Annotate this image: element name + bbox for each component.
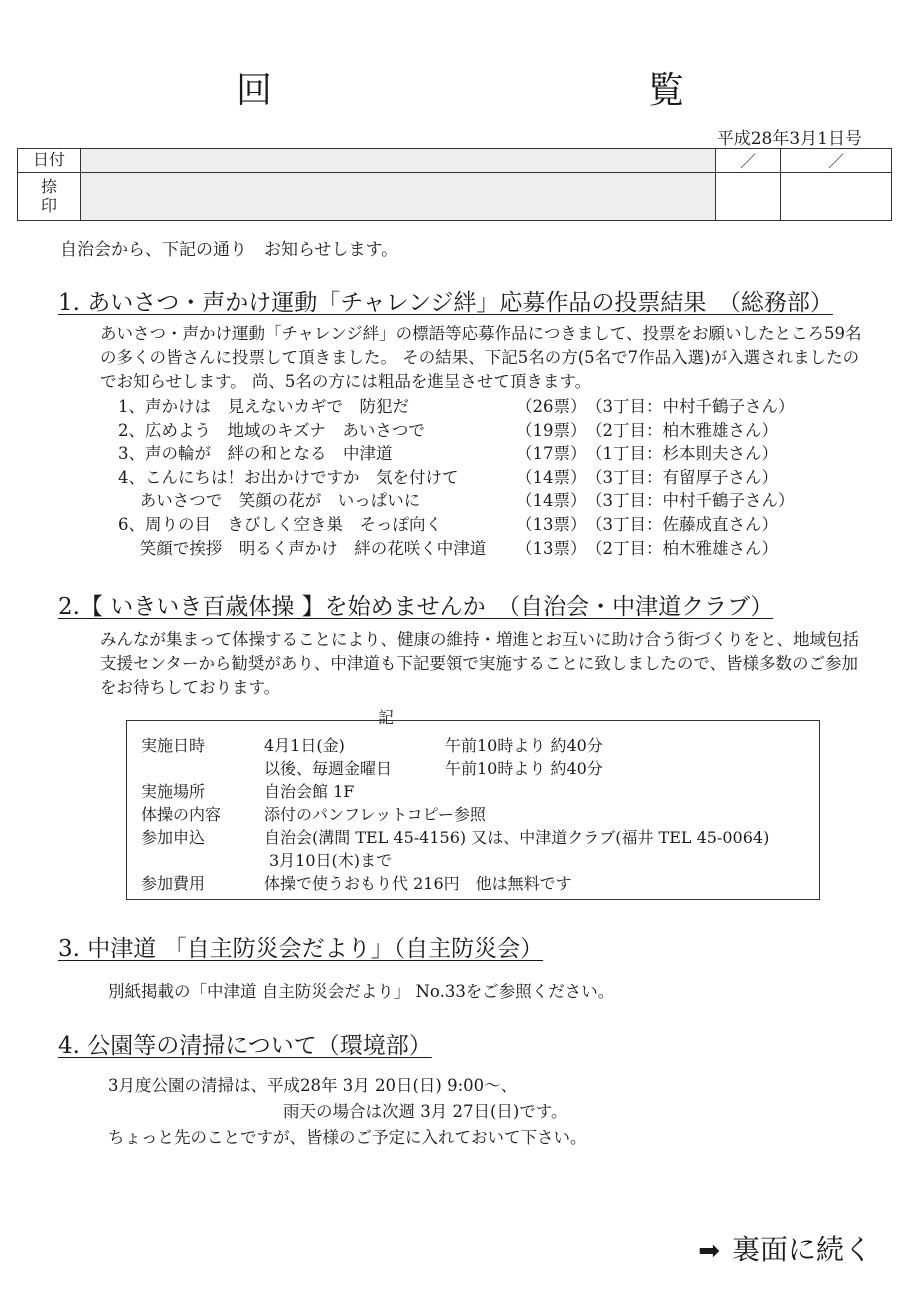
apply-deadline: 3月10日(木)まで — [269, 851, 393, 870]
place-value: 自治会館 1F — [264, 782, 355, 801]
stamp-label: 捺 印 — [18, 173, 81, 221]
date-value: 以後、毎週金曜日 — [264, 759, 393, 778]
slash-mark: ／ — [781, 149, 892, 173]
list-item: 6、周りの目 きびしく空き巣 そっぽ向く （13票） （3丁目：佐藤成直さん） — [118, 515, 778, 534]
results-list — [118, 395, 838, 565]
section1-heading: 1. あいさつ・声かけ運動「チャレンジ絆」応募作品の投票結果 （総務部） — [58, 290, 833, 316]
list-item: あいさつで 笑顔の花が いっぱいに （14票） （3丁目：中村千鶴子さん） — [118, 491, 795, 511]
time-value: 午前10時より 約40分 — [445, 736, 603, 755]
date-label: 日付 — [18, 149, 81, 173]
content-value: 添付のパンフレットコピー参照 — [264, 805, 486, 824]
circulation-table — [17, 148, 892, 221]
section4-line2: 雨天の場合は次週 3月 27日(日)です。 — [283, 1102, 568, 1121]
list-item: 1、声かけは 見えないカギで 防犯だ （26票） （3丁目：中村千鶴子さん） — [118, 397, 795, 416]
section4-line3: ちょっと先のことですが、皆様のご予定に入れておいて下さい。 — [108, 1128, 587, 1147]
fee-label: 参加費用 — [141, 874, 206, 893]
list-item: 3、声の輪が 絆の和となる 中津道 （17票） （1丁目：杉本則夫さん） — [118, 444, 778, 464]
stamp-cell — [781, 173, 892, 221]
section1-paragraph: あいさつ・声かけ運動「チャレンジ絆」の標語等応募作品につきまして、投票をお願いしたところ59名の多くの皆さんに投票して頂きました。 その結果、下記5名の方(5名で7作品入選)が入選されましたのでお知らせします。 尚、5名の方には粗品を進呈させて頂きます。 — [100, 324, 862, 391]
section3-heading: 3. 中津道 「自主防災会だより」（自主防災会） — [58, 936, 544, 962]
time-value: 午前10時より 約40分 — [445, 759, 603, 778]
list-item: 4、こんにちは！お出かけですか 気を付けて （14票） （3丁目：有留厚子さん） — [118, 467, 778, 487]
details-box — [126, 720, 820, 900]
section4-heading: 4. 公園等の清掃について（環境部） — [58, 1033, 432, 1059]
continue-text: 裏面に続く — [731, 1233, 872, 1266]
section3-text: 別紙掲載の「中津道 自主防災会だより」 No.33をご参照ください。 — [108, 982, 615, 1001]
slash-mark: ／ — [716, 149, 781, 173]
apply-label: 参加申込 — [141, 828, 206, 847]
place-label: 実施場所 — [141, 782, 206, 801]
section2-heading: 2.【 いきいき百歳体操 】を始めませんか （自治会・中津道クラブ） — [58, 594, 774, 620]
continue-note — [698, 1228, 872, 1268]
right-arrow-icon: ➡ — [698, 1236, 720, 1266]
document-date: 平成28年3月1日号 — [716, 129, 862, 149]
date-value: 4月1日(金) — [264, 736, 345, 755]
apply-value: 自治会(溝間 TEL 45-4156) 又は、中津道クラブ(福井 TEL 45-0064) — [264, 828, 770, 847]
stamp-cell — [716, 173, 781, 221]
page-title: 回 覧 — [235, 70, 854, 111]
intro-text: 自治会から、下記の通り お知らせします。 — [60, 240, 399, 260]
ki-mark: 記 — [378, 708, 395, 727]
list-item: 笑顔で挨拶 明るく声かけ 絆の花咲く中津道 （13票） （2丁目：柏木雅雄さん） — [118, 538, 778, 558]
content-label: 体操の内容 — [141, 805, 222, 824]
name-area-date-row — [81, 149, 716, 173]
date-label: 実施日時 — [141, 736, 206, 755]
section2-paragraph: みんなが集まって体操することにより、健康の維持・増進とお互いに助け合う街づくりをと、地域包括支援センターから勧奨があり、中津道も下記要領で実施することに致しましたので、皆様多数のご参加をお待ちしております。 — [100, 630, 859, 697]
fee-value: 体操で使うおもり代 216円 他は無料です — [264, 874, 572, 893]
stamp-area — [81, 173, 716, 221]
list-item: 2、広めよう 地域のキズナ あいさつで （19票） （2丁目：柏木雅雄さん） — [118, 420, 778, 440]
section4-line1: 3月度公園の清掃は、平成28年 3月 20日(日) 9:00〜、 — [108, 1076, 518, 1095]
